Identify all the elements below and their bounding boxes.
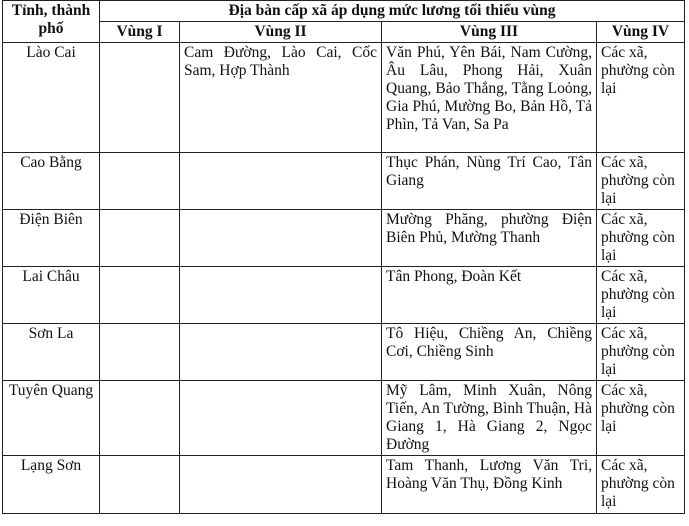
region-1-cell (100, 153, 180, 210)
region-4-cell: Các xã, phường còn lại (597, 43, 685, 153)
region-4-cell: Các xã, phường còn lại (597, 456, 685, 514)
region-4-cell: Các xã, phường còn lại (597, 210, 685, 267)
province-cell: Lai Châu (3, 267, 100, 324)
region-4-cell: Các xã, phường còn lại (597, 324, 685, 381)
region-2-cell (180, 210, 382, 267)
province-cell: Cao Bằng (3, 153, 100, 210)
minimum-wage-region-table (2, 0, 685, 514)
header-group-label: Địa bàn cấp xã áp dụng mức lương tối thiểu vùng (100, 1, 685, 22)
region-3-cell: Tô Hiệu, Chiềng An, Chiềng Cơi, Chiềng Sinh (382, 324, 597, 381)
table-row (3, 381, 685, 456)
region-3-cell: Mường Phăng, phường Điện Biên Phủ, Mường Thanh (382, 210, 597, 267)
province-cell: Lạng Sơn (3, 456, 100, 514)
region-3-cell: Mỹ Lâm, Minh Xuân, Nông Tiến, An Tường, Bình Thuận, Hà Giang 1, Hà Giang 2, Ngọc Đường (382, 381, 597, 456)
region-4-cell: Các xã, phường còn lại (597, 381, 685, 456)
header-region-4: Vùng IV (597, 22, 685, 43)
province-cell: Tuyên Quang (3, 381, 100, 456)
header-province: Tỉnh, thành phố (3, 1, 100, 43)
region-3-cell: Tam Thanh, Lương Văn Tri, Hoàng Văn Thụ, Đồng Kinh (382, 456, 597, 514)
region-2-cell (180, 153, 382, 210)
header-region-1: Vùng I (100, 22, 180, 43)
province-cell: Lào Cai (3, 43, 100, 153)
table-row (3, 43, 685, 153)
region-2-cell (180, 324, 382, 381)
region-1-cell (100, 267, 180, 324)
table-row (3, 210, 685, 267)
region-2-cell (180, 267, 382, 324)
region-3-cell: Thục Phán, Nùng Trí Cao, Tân Giang (382, 153, 597, 210)
header-row-top (3, 1, 685, 22)
region-2-cell (180, 381, 382, 456)
region-1-cell (100, 210, 180, 267)
region-2-cell: Cam Đường, Lào Cai, Cốc Sam, Hợp Thành (180, 43, 382, 153)
region-1-cell (100, 324, 180, 381)
table-row (3, 153, 685, 210)
header-region-2: Vùng II (180, 22, 382, 43)
province-cell: Điện Biên (3, 210, 100, 267)
region-1-cell (100, 43, 180, 153)
region-4-cell: Các xã, phường còn lại (597, 153, 685, 210)
region-3-cell: Văn Phú, Yên Bái, Nam Cường, Âu Lâu, Phong Hải, Xuân Quang, Bảo Thắng, Tằng Loỏng, Gia Phú, Mường Bo, Bản Hồ, Tả Phìn, Tả Van, Sa Pa (382, 43, 597, 153)
table-row (3, 267, 685, 324)
region-1-cell (100, 456, 180, 514)
province-cell: Sơn La (3, 324, 100, 381)
header-region-3: Vùng III (382, 22, 597, 43)
region-1-cell (100, 381, 180, 456)
region-4-cell: Các xã, phường còn lại (597, 267, 685, 324)
document-sheet (2, 0, 686, 523)
header-row-regions (3, 22, 685, 43)
region-3-cell: Tân Phong, Đoàn Kết (382, 267, 597, 324)
table-row (3, 456, 685, 514)
table-row (3, 324, 685, 381)
region-2-cell (180, 456, 382, 514)
